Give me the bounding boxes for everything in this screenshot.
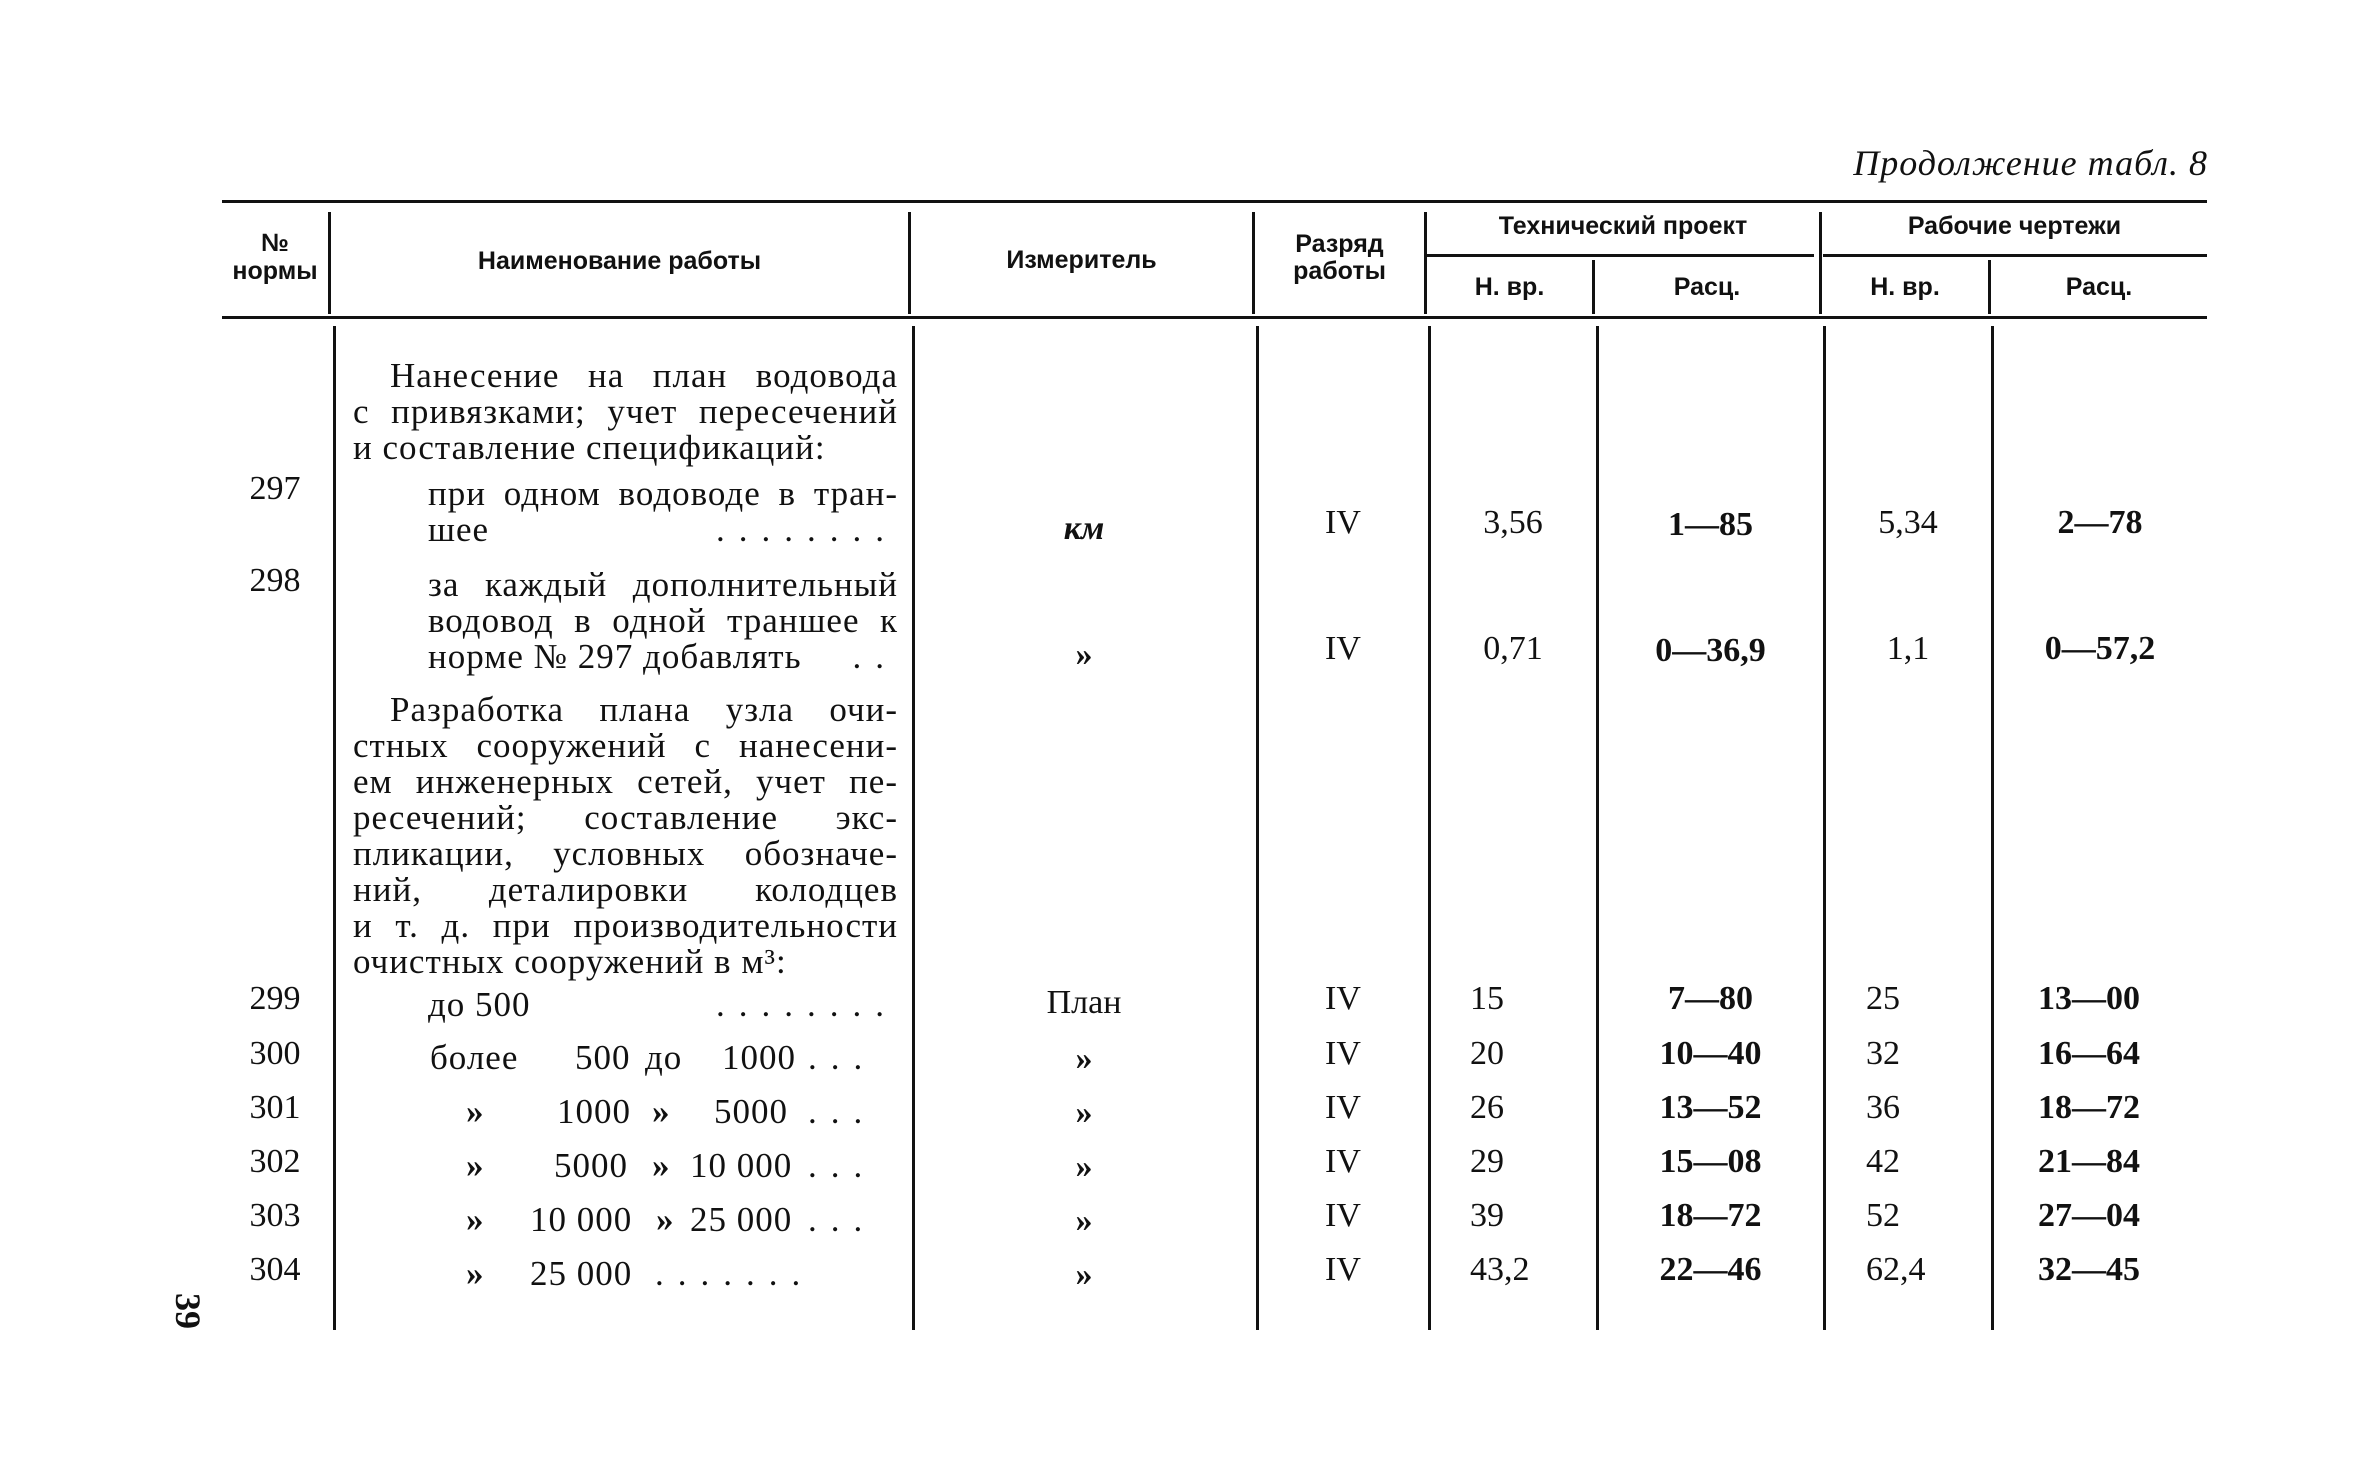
body-col-divider [1991,326,1994,1330]
norm-number: 302 [249,1143,301,1180]
norm-number: 298 [249,562,301,599]
tech-time-norm: 20 [1470,1035,1504,1072]
work-rate: 18—72 [2038,1089,2140,1126]
work-time-norm: 25 [1866,980,1900,1017]
header-working-drawings: Рабочие чертежи [1907,212,2122,240]
work-rate: 13—00 [2038,980,2140,1017]
range-text: до 500 [428,985,531,1024]
tech-time-norm: 15 [1470,980,1504,1017]
range-text: 10 000 [530,1200,633,1239]
work-name-line: за каждый дополнительный [428,565,898,604]
work-name-line [428,639,898,675]
description-line: и т. д. при производительности [353,906,898,945]
range-text: 5000 [554,1146,628,1185]
description-line: ресечений; составление экс- [353,798,898,837]
work-time-norm: 42 [1866,1143,1900,1180]
grade: IV [1325,1035,1361,1072]
range-text: 10 000 [690,1146,793,1185]
tech-rate: 15—08 [1659,1143,1762,1180]
range-text: 1000 [722,1038,796,1077]
unit: » [1075,1202,1093,1239]
work-name-text: норме № 297 добавлять [428,637,802,676]
tech-rate: 10—40 [1659,1035,1762,1072]
norm-number: 303 [249,1197,301,1234]
unit: » [1075,1148,1093,1185]
unit: » [1075,1040,1093,1077]
table-top-rule [222,200,2207,203]
work-name-text: шее [428,510,490,549]
tech-rate: 0—36,9 [1655,632,1766,669]
unit: » [1075,1094,1093,1131]
tech-rate: 18—72 [1659,1197,1762,1234]
work-subheader-rule [1823,254,2207,257]
range-text: до [645,1038,683,1077]
description-line: ем инженерных сетей, учет пе- [353,762,898,801]
ditto-mark: » [466,1200,485,1239]
tech-time-norm: 39 [1470,1197,1504,1234]
work-rate: 32—45 [2038,1251,2140,1288]
unit: План [1046,984,1122,1021]
page-number: 39 [168,1293,208,1329]
header-tech-rate: Расц. [1673,273,1741,301]
header-grade-line1: Разряд [1295,230,1384,258]
ditto-mark: » [656,1200,675,1239]
norm-number: 304 [249,1251,301,1288]
leader-dots: ... [808,1038,877,1077]
header-work-name: Наименование работы [477,247,762,275]
grade: IV [1325,504,1361,541]
body-col-divider [1823,326,1826,1330]
tech-rate: 7—80 [1668,980,1753,1017]
work-name-line [428,987,898,1023]
range-text: 1000 [557,1092,631,1131]
work-time-norm: 1,1 [1886,630,1930,667]
description-line: пликации, условных обозначе- [353,834,898,873]
header-unit: Измеритель [1006,246,1157,274]
body-col-divider [333,326,336,1330]
grade: IV [1325,630,1361,667]
work-name-line: водовод в одной траншее к [428,601,898,640]
description-line: очистных сооружений в м³: [353,942,787,981]
description-line: с привязками; учет пересечений [353,392,898,431]
work-time-norm: 36 [1866,1089,1900,1126]
work-time-norm: 62,4 [1866,1251,1926,1288]
tech-time-norm: 3,56 [1483,504,1543,541]
range-text: 25 000 [690,1200,793,1239]
work-time-norm: 32 [1866,1035,1900,1072]
table-header-bottom-rule [222,316,2207,319]
grade: IV [1325,980,1361,1017]
ditto-mark: » [466,1254,485,1293]
body-col-divider [1428,326,1431,1330]
grade: IV [1325,1197,1361,1234]
work-rate: 21—84 [2038,1143,2140,1180]
tech-subheader-rule [1427,254,1814,257]
header-grade-line2: работы [1293,257,1386,285]
norm-number: 299 [249,980,301,1017]
unit: » [1075,1256,1093,1293]
range-text: 5000 [714,1092,788,1131]
tech-time-norm: 0,71 [1483,630,1543,667]
leader-dots: ........ [716,510,898,549]
tech-time-norm: 29 [1470,1143,1504,1180]
description-line: Нанесение на план водовода [390,356,898,395]
range-text: 500 [575,1038,631,1077]
norm-number: 301 [249,1089,301,1126]
work-name-line: при одном водоводе в тран- [428,474,898,513]
unit: км [1063,510,1105,547]
header-technical-project: Технический проект [1498,212,1748,240]
leader-dots: ... [808,1200,877,1239]
grade: IV [1325,1089,1361,1126]
tech-time-norm: 26 [1470,1089,1504,1126]
norm-number: 300 [249,1035,301,1072]
work-name-line [428,512,898,548]
work-rate: 2—78 [2057,504,2143,541]
ditto-mark: » [466,1092,485,1131]
description-line: и составление спецификаций: [353,428,826,467]
work-time-norm: 52 [1866,1197,1900,1234]
leader-dots: ....... [655,1254,815,1293]
leader-dots: ... [808,1146,877,1185]
range-text: более [430,1038,519,1077]
work-rate: 0—57,2 [2044,630,2156,667]
tech-rate: 13—52 [1659,1089,1762,1126]
description-line: ний, деталировки колодцев [353,870,898,909]
tech-rate: 1—85 [1668,506,1753,543]
ditto-mark: » [652,1092,671,1131]
grade: IV [1325,1251,1361,1288]
norm-number: 297 [249,470,301,507]
header-tech-time-norm: Н. вр. [1474,273,1545,301]
unit: » [1075,636,1093,673]
leader-dots: ........ [716,985,898,1024]
leader-dots: .. [852,637,898,676]
grade: IV [1325,1143,1361,1180]
header-norm: нормы [232,257,318,285]
description-line: стных сооружений с нанесени- [353,726,898,765]
ditto-mark: » [466,1146,485,1185]
work-rate: 16—64 [2038,1035,2140,1072]
header-work-time-norm: Н. вр. [1870,273,1940,301]
header-no-symbol: № [261,229,289,257]
ditto-mark: » [652,1146,671,1185]
header-work-rate: Расц. [2065,273,2133,301]
leader-dots: ... [808,1092,877,1131]
table-caption: Продолжение табл. 8 [1853,143,2208,183]
tech-rate: 22—46 [1659,1251,1762,1288]
description-line: Разработка плана узла очи- [390,690,898,729]
work-time-norm: 5,34 [1878,504,1938,541]
work-rate: 27—04 [2038,1197,2140,1234]
range-text: 25 000 [530,1254,633,1293]
tech-time-norm: 43,2 [1470,1251,1530,1288]
